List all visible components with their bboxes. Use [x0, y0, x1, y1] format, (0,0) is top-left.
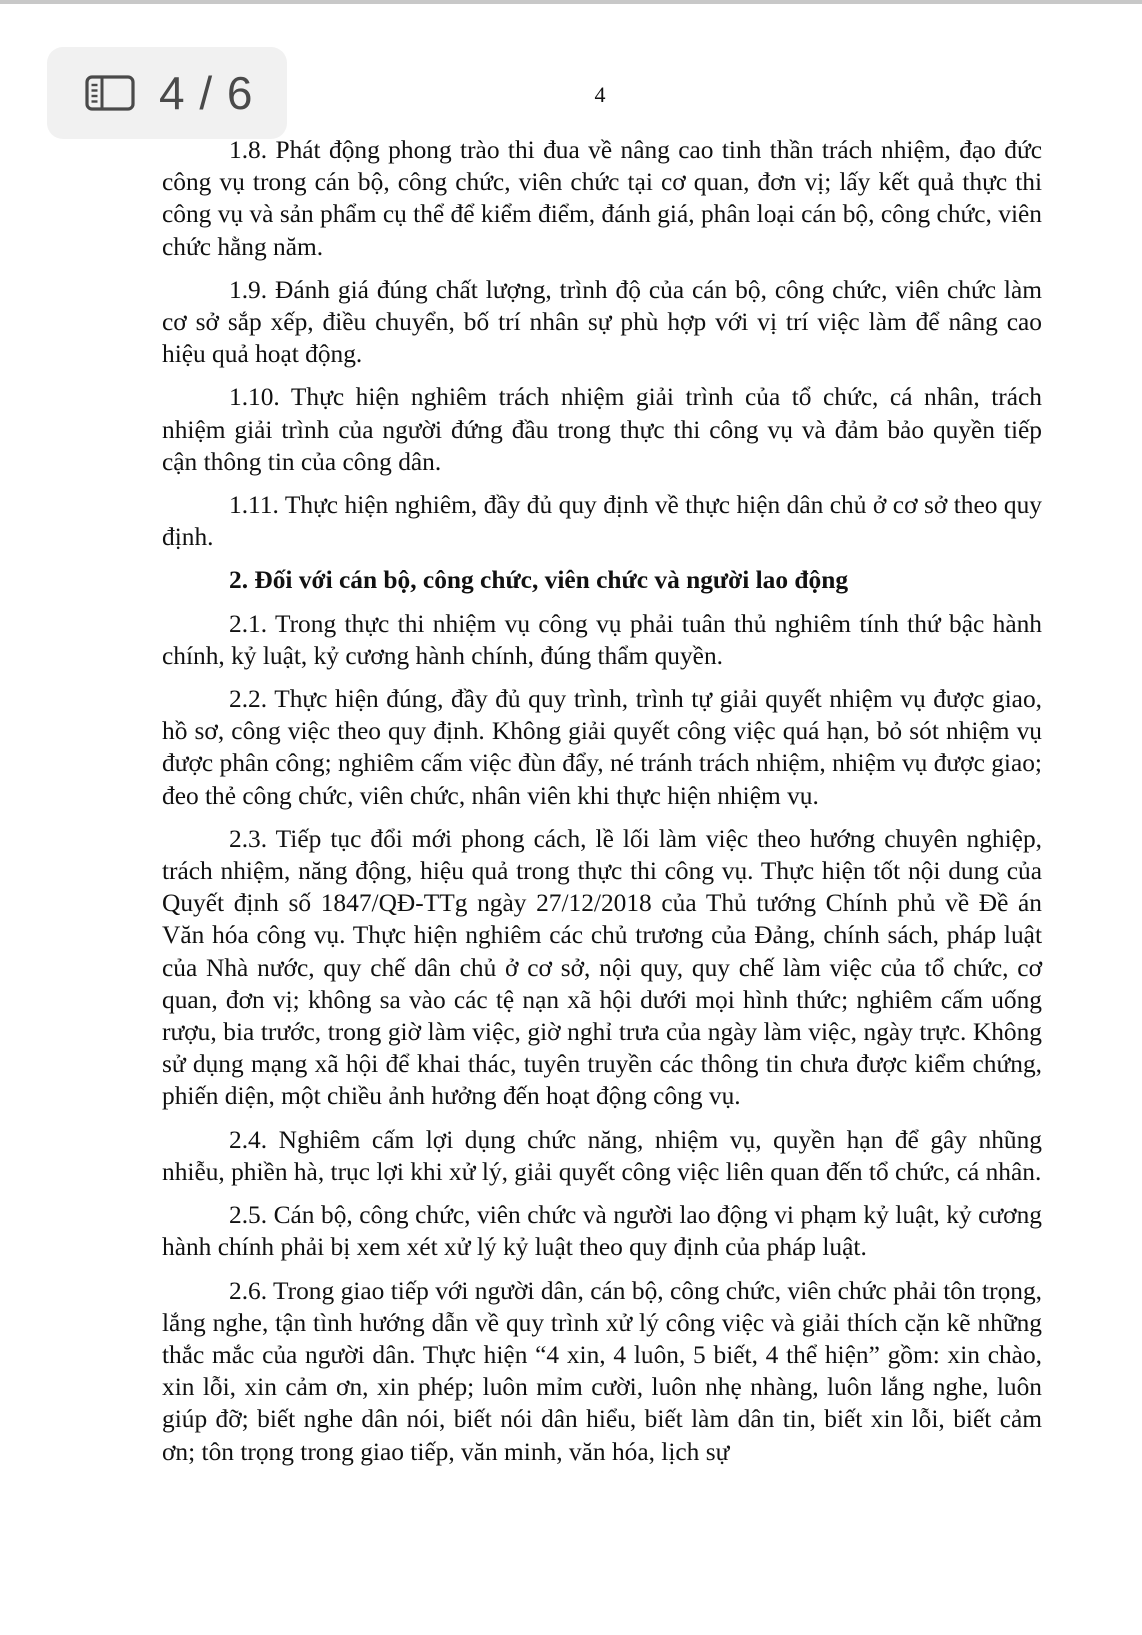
paragraph-1-8: 1.8. Phát động phong trào thi đua về nâng cao tinh thần trách nhiệm, đạo đức công vụ trong cán bộ, công chức, viên chức tại cơ quan, đơn vị; lấy kết quả thực thi công vụ và sản phẩm cụ thể để kiểm điểm, đánh giá, phân loại cán bộ, công chức, viên chức hằng năm. — [162, 136, 1042, 261]
paragraph-2-3: 2.3. Tiếp tục đổi mới phong cách, lề lối làm việc theo hướng chuyên nghiệp, trách nhiệm, năng động, hiệu quả trong thực thi công vụ. Thực hiện tốt nội dung của Quyết định số 1847/QĐ-TTg ngày 27/12/2018 của Thủ tướng Chính phủ về Đề án Văn hóa công vụ. Thực hiện nghiêm các chủ trương của Đảng, chính sách, pháp luật của Nhà nước, quy chế dân chủ ở cơ sở, nội quy, quy chế làm việc của tổ chức, cơ quan, đơn vị; không sa vào các tệ nạn xã hội dưới mọi hình thức; nghiêm cấm uống rượu, bia trước, trong giờ làm việc, giờ nghỉ trưa của ngày làm việc, ngày trực. Không sử dụng mạng xã hội để khai thác, tuyên truyền các thông tin chưa được kiểm chứng, phiến diện, một chiều ảnh hưởng đến hoạt động công vụ. — [162, 824, 1042, 1111]
paragraph-2-4: 2.4. Nghiêm cấm lợi dụng chức năng, nhiệm vụ, quyền hạn để gây nhũng nhiễu, phiền hà, trục lợi khi xử lý, giải quyết công việc liên quan đến tổ chức, cá nhân. — [162, 1125, 1042, 1186]
paragraph-1-9: 1.9. Đánh giá đúng chất lượng, trình độ của cán bộ, công chức, viên chức làm cơ sở sắp xếp, điều chuyển, bố trí nhân sự phù hợp với vị trí việc làm để nâng cao hiệu quả hoạt động. — [162, 275, 1042, 369]
page-number: 4 — [594, 82, 606, 107]
paragraph-2-1: 2.1. Trong thực thi nhiệm vụ công vụ phải tuân thủ nghiêm tính thứ bậc hành chính, kỷ luật, kỷ cương hành chính, đúng thẩm quyền. — [162, 609, 1042, 670]
page-indicator-text: 4 / 6 — [159, 67, 254, 119]
paragraph-2-5: 2.5. Cán bộ, công chức, viên chức và người lao động vi phạm kỷ luật, kỷ cương hành chính phải bị xem xét xử lý kỷ luật theo quy định của pháp luật. — [162, 1201, 1042, 1262]
section-heading-2: 2. Đối với cán bộ, công chức, viên chức và người lao động — [229, 566, 849, 595]
paragraph-2-6: 2.6. Trong giao tiếp với người dân, cán bộ, công chức, viên chức phải tôn trọng, lắng nghe, tận tình hướng dẫn về quy trình xử lý công việc và giải thích cặn kẽ những thắc mắc của người dân. Thực hiện “4 xin, 4 luôn, 5 biết, 4 thể hiện” gồm: xin chào, xin lỗi, xin cảm ơn, xin phép; luôn mỉm cười, luôn nhẹ nhàng, luôn lắng nghe, luôn giúp đỡ; biết nghe dân nói, biết nói dân hiểu, biết làm dân tin, biết xin lỗi, biết cảm ơn; tôn trọng trong giao tiếp, văn minh, văn hóa, lịch sự — [162, 1276, 1042, 1466]
paragraph-1-11: 1.11. Thực hiện nghiêm, đầy đủ quy định về thực hiện dân chủ ở cơ sở theo quy định. — [162, 491, 1042, 552]
paragraph-2-2: 2.2. Thực hiện đúng, đầy đủ quy trình, trình tự giải quyết nhiệm vụ được giao, hồ sơ, công việc theo quy định. Không giải quyết công việc quá hạn, bỏ sót nhiệm vụ được phân công; nghiêm cấm việc đùn đẩy, né tránh trách nhiệm, nhiệm vụ được giao; đeo thẻ công chức, viên chức, nhân viên khi thực hiện nhiệm vụ. — [162, 685, 1042, 810]
document-body — [162, 134, 1042, 1479]
document-page — [0, 4, 1142, 1635]
paragraph-1-10: 1.10. Thực hiện nghiêm trách nhiệm giải trình của tổ chức, cá nhân, trách nhiệm giải trình của người đứng đầu trong thực thi công vụ và đảm bảo quyền tiếp cận thông tin của công dân. — [162, 383, 1042, 476]
